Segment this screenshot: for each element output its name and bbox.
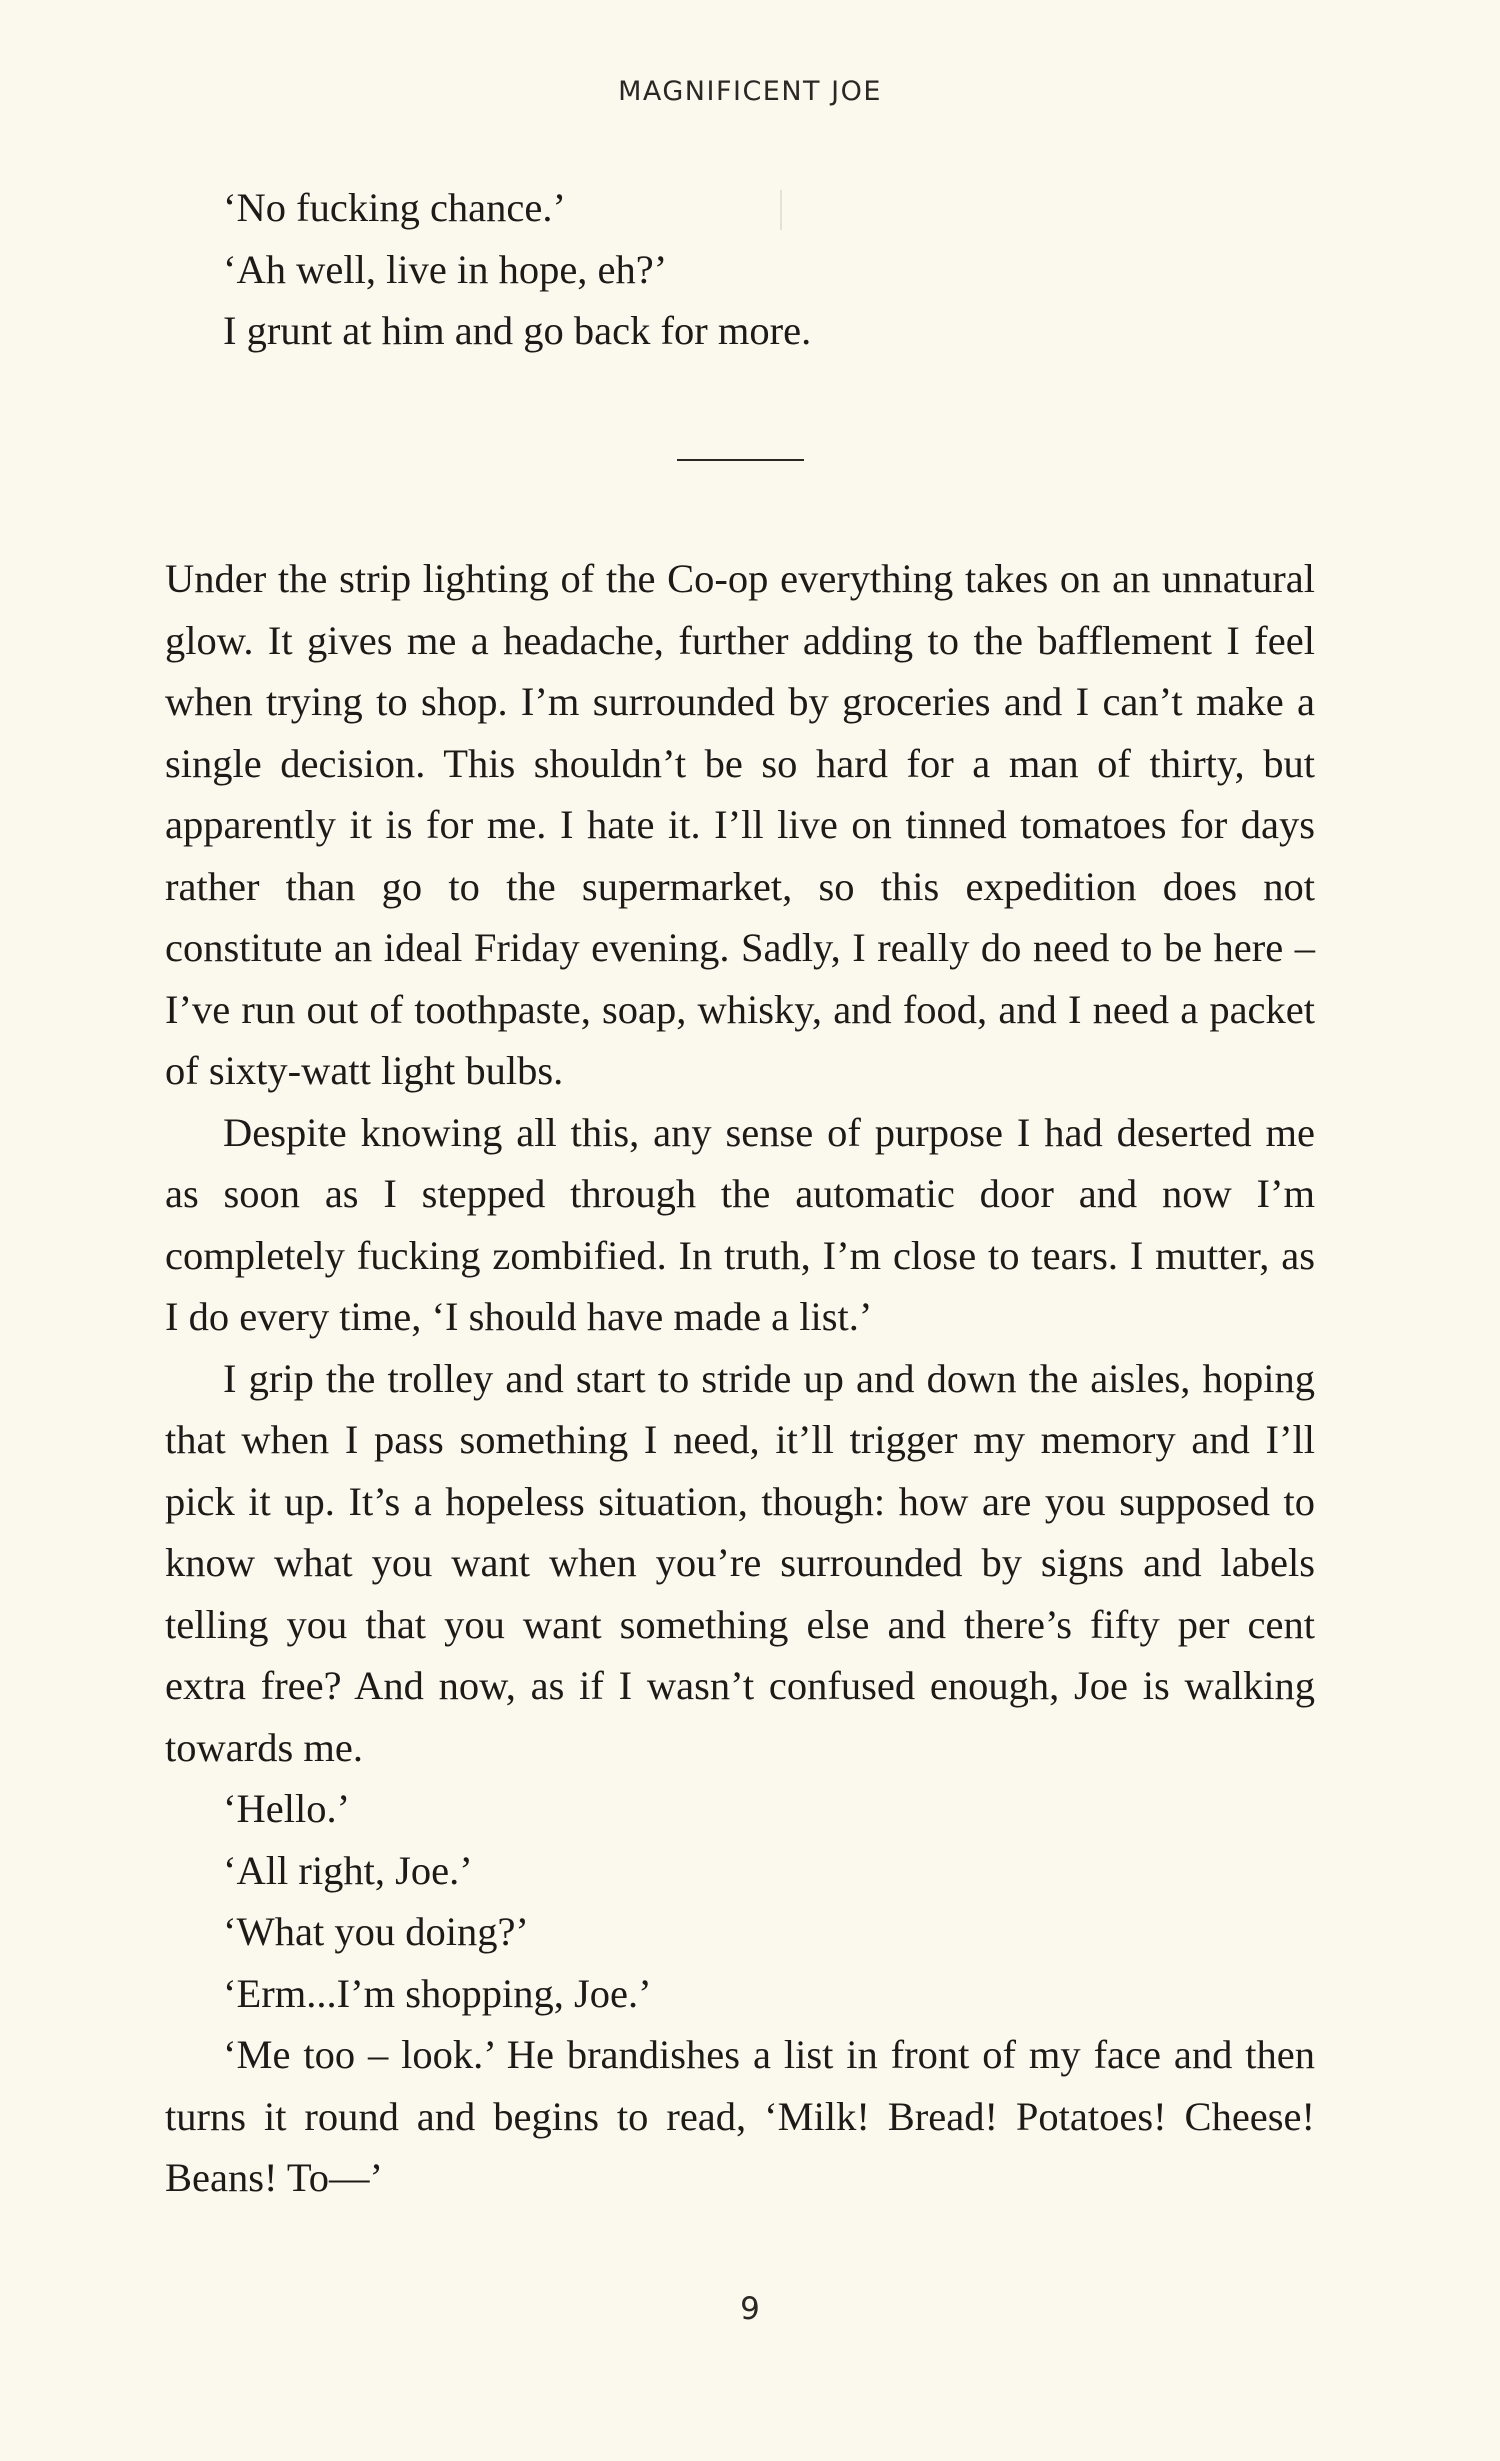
paragraph: I grip the trolley and start to stride up and down the aisles, hoping that when I pass something I need, it’ll trigger my memory and I’ll pick it up. It’s a hopeless situation, though: how are you supposed to know what you want when you’re surrounded by signs and labels telling you that you want something else and there’s fifty per cent extra free? And now, as if I wasn’t confused enough, Joe is walking towards me. [165,1355,1315,1770]
dialogue-line: ‘Ah well, live in hope, eh?’ [223,246,668,292]
paragraph: Despite knowing all this, any sense of purpose I had deserted me as soon as I stepped through the automatic door and now I’m completely fucking zombified. In truth, I’m close to tears. I mutter, as I do every time, ‘I should have made a list.’ [165,1109,1315,1339]
dialogue-line: ‘What you doing?’ [223,1909,529,1954]
paragraph: ‘Me too – look.’ He brandishes a list in front of my face and then turns it round and begins to read, ‘Milk! Bread! Potatoes! Cheese! Beans! To—’ [165,2032,1315,2200]
dialogue-top-block [165,177,1315,362]
main-text-block [165,548,1315,2209]
dialogue-line: ‘No fucking chance.’ [223,185,566,230]
dialogue-line: ‘Erm...I’m shopping, Joe.’ [223,1970,652,2016]
section-break-rule [677,459,804,461]
page-number: 9 [740,2291,760,2327]
paragraph: Under the strip lighting of the Co-op everything takes on an unnatural glow. It gives me a headache, further adding to the bafflement I feel when trying to shop. I’m surrounded by groceries and I can’t make a single decision. This shouldn’t be so hard for a man of thirty, but apparently it is for me. I hate it. I’ll live on tinned tomatoes for days rather than go to the supermarket, so this expedition does not constitute an ideal Friday evening. Sadly, I really do need to be here – I’ve run out of toothpaste, soap, whisky, and food, and I need a packet of sixty-watt light bulbs. [165,556,1315,1093]
dialogue-line: ‘All right, Joe.’ [223,1847,473,1893]
dialogue-line: ‘Hello.’ [223,1786,351,1831]
running-head: MAGNIFICENT JOE [618,76,882,107]
dialogue-line: I grunt at him and go back for more. [223,308,812,353]
